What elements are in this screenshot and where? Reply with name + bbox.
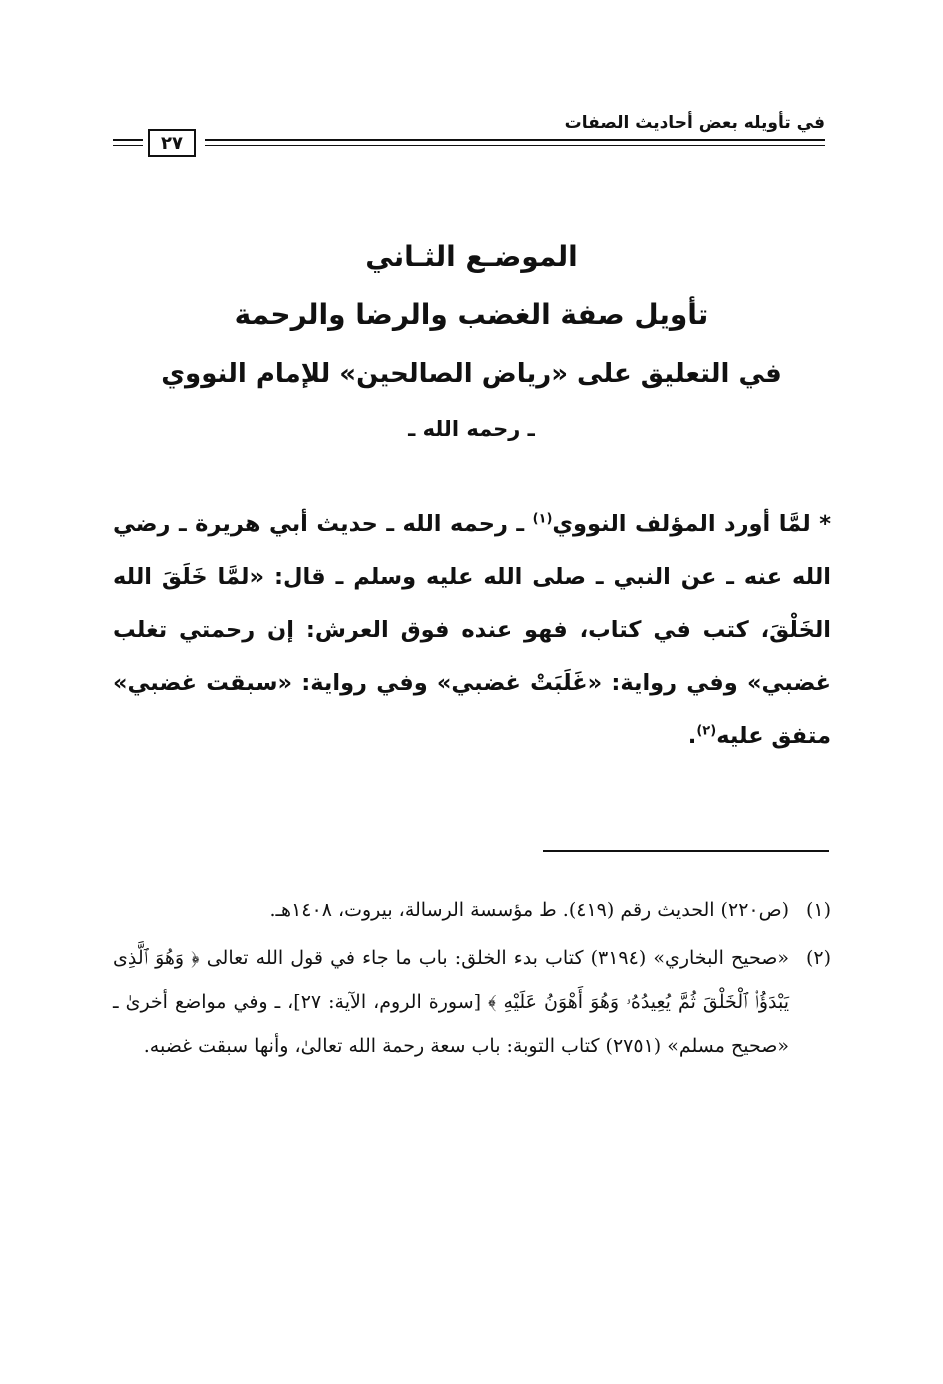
section-subtitle: في التعليق على «رياض الصالحين» للإمام النووي (161, 359, 782, 389)
header-double-rule (205, 139, 825, 146)
footnote-marker: (١) (805, 899, 831, 921)
footnote-text: (ص٢٢٠) الحديث رقم (٤١٩). ط مؤسسة الرسالة، بيروت، ١٤٠٨هـ. (269, 899, 789, 921)
footnote-separator (543, 850, 829, 852)
section-heading: الموضـع الثـاني (365, 240, 578, 273)
section-invocation: ـ رحمه الله ـ (408, 417, 535, 441)
footnote-2 (113, 936, 831, 1068)
section-title: تأويل صفة الغضب والرضا والرحمة (234, 298, 709, 331)
body-text-part-2: ـ رحمه الله ـ حديث أبي هريرة ـ رضي الله عنه ـ عن النبي ـ صلى الله عليه وسلم ـ قال: «لمَّا خَلَقَ الله الخَلْقَ، كتب في كتاب، فهو عنده فوق العرش: إن رحمتي تغلب غضبي» وفي رواية: «غَلَبَتْ غضبي» وفي رواية: «سبقت غضبي» متفق عليه (113, 511, 831, 749)
header-left-double-rule (113, 139, 143, 146)
footnote-marker: (٢) (805, 947, 831, 969)
body-text-part-1: * لمَّا أورد المؤلف النووي (552, 511, 831, 537)
body-paragraph (113, 498, 831, 763)
body-text-end: . (687, 723, 697, 749)
section-title-block (110, 228, 833, 454)
footnote-text: «صحيح البخاري» (٣١٩٤) كتاب بدء الخلق: باب ما جاء في قول الله تعالى ﴿ وَهُوَ ٱلَّذِى يَبْدَؤُا۟ ٱلْخَلْقَ ثُمَّ يُعِيدُهُۥ وَهُوَ أَهْوَنُ عَلَيْهِ ﴾ [سورة الروم، الآية: ٢٧]، ـ وفي مواضع أخرىٰ ـ «صحيح مسلم» (٢٧٥١) كتاب التوبة: باب سعة رحمة الله تعالىٰ، وأنها سبقت غضبه. (113, 947, 789, 1057)
running-header-title: في تأويله بعض أحاديث الصفات (564, 113, 825, 133)
footnote-ref-2[interactable]: (٢) (696, 723, 717, 739)
page-number: ٢٧ (148, 129, 196, 157)
footnote-ref-1[interactable]: (١) (532, 511, 553, 527)
footnotes (113, 888, 831, 1072)
footnote-1 (113, 888, 831, 932)
